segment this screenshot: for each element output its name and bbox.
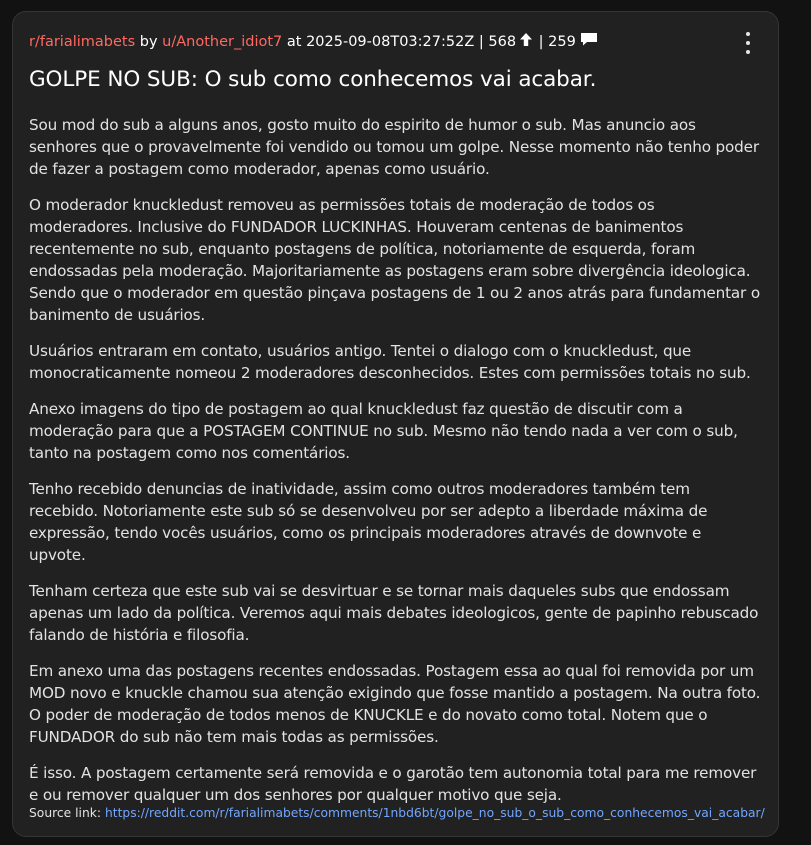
more-vertical-icon[interactable] xyxy=(738,32,758,54)
post-paragraph: Tenho recebido denuncias de inatividade, assim como outros moderadores também tem recebido. Notoriamente este sub só se desenvolveu por ser adepto a liberdade máxima de expressão, tendo vocês usuários, como os principais moderadores através de downvote e upvote. xyxy=(29,480,708,564)
by-label: by xyxy=(139,34,158,50)
source-link[interactable]: https://reddit.com/r/farialimabets/comments/1nbd6bt/golpe_no_sub_o_sub_como_conhecemos_vai_acabar/ xyxy=(104,806,765,820)
comment-bubble-icon xyxy=(580,32,598,52)
post-paragraph: Tenham certeza que este sub vai se desvirtuar e se tornar mais daqueles subs que endossam apenas um lado da política. Veremos aqui mais debates ideologicos, gente de papinho rebuscado falando de história e filosofia. xyxy=(29,582,759,644)
post-paragraph: O moderador knuckledust removeu as permissões totais de moderação de todos os moderadores. Inclusive do FUNDADOR LUCKINHAS. Houveram centenas de banimentos recentemente no sub, enquanto postagens de política, notoriamente de esquerda, foram endossadas pela moderação. Majoritariamente as postagens eram sobre divergência ideologica. Sendo que o moderador em questão pinçava postagens de 1 ou 2 anos atrás para fundamentar o banimento de usuários. xyxy=(29,196,760,324)
post-paragraph: Em anexo uma das postagens recentes endossadas. Postagem essa ao qual foi removida por um MOD novo e knuckle chamou sua atenção exigindo que fosse mantido a postagem. Na outra foto. O poder de moderação de todos menos de KNUCKLE e do novato como total. Notem que o FUNDADOR do sub não tem mais todas as permissões. xyxy=(29,662,761,746)
separator: | xyxy=(478,34,484,50)
at-label: at xyxy=(286,34,302,50)
source-label: Source link: xyxy=(29,806,102,820)
post-paragraph: Usuários entraram em contato, usuários antigo. Tentei o dialogo com o knuckledust, que monocraticamente nomeou 2 moderadores desconhecidos. Estes com permissões totais no sub. xyxy=(29,342,751,382)
source-line xyxy=(29,805,765,821)
separator: | xyxy=(538,34,544,50)
post-paragraph: É isso. A postagem certamente será removida e o garotão tem autonomia total para me remover e ou remover qualquer um dos senhores por qualquer motivo que seja. xyxy=(29,764,757,804)
upvote-arrow-icon xyxy=(520,32,532,52)
post-timestamp: 2025-09-08T03:27:52Z xyxy=(306,34,475,50)
comment-count: 259 xyxy=(548,34,576,50)
score-count: 568 xyxy=(488,34,517,50)
post-paragraph: Anexo imagens do tipo de postagem ao qual knuckledust faz questão de discutir com a moderação para que a POSTAGEM CONTINUE no sub. Mesmo não tendo nada a ver com o sub, tanto na postagem como nos comentários. xyxy=(29,400,738,462)
author-link[interactable]: u/Another_idiot7 xyxy=(162,34,283,50)
post-meta xyxy=(29,32,762,52)
subreddit-link[interactable]: r/farialimabets xyxy=(29,34,136,50)
post-title: GOLPE NO SUB: O sub como conhecemos vai acabar. xyxy=(29,67,597,92)
post-paragraph: Sou mod do sub a alguns anos, gosto muito do espirito de humor o sub. Mas anuncio aos senhores que o provavelmente foi vendido ou tomou um golpe. Nesse momento não tenho poder de fazer a postagem como moderador, apenas como usuário. xyxy=(29,116,759,178)
post-body xyxy=(29,114,762,806)
post-card xyxy=(12,11,779,837)
